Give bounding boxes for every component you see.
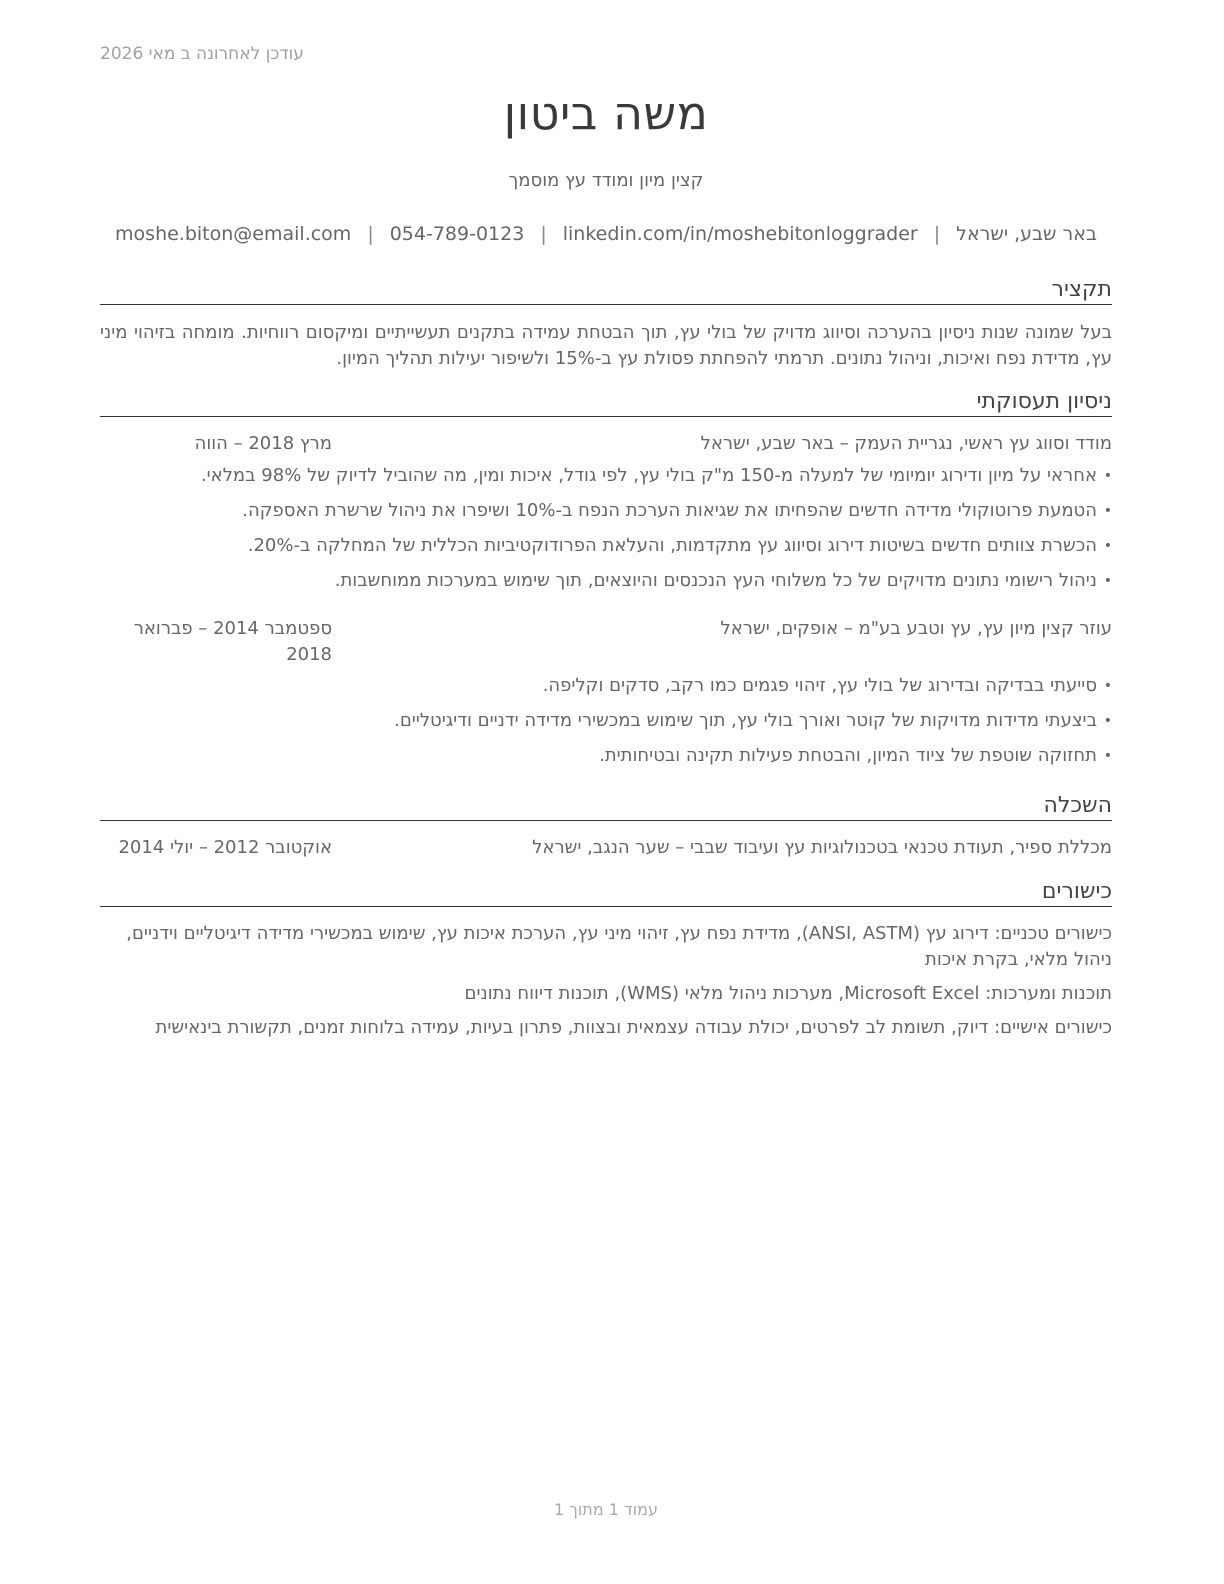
education-dates: אוקטובר 2012 – יולי 2014	[118, 837, 332, 858]
experience-heading: ניסיון תעסוקתי	[100, 388, 1112, 417]
resume-page	[100, 0, 1112, 1584]
list-item: • אחראי על מיון ודירוג יומיומי של למעלה מ-150 מ"ק בולי עץ, לפי גודל, איכות ומין, מה שהוביל לדיוק של 98% במלאי.	[100, 463, 1112, 489]
experience-section	[100, 388, 1112, 778]
job-dates: מרץ 2018 – הווה	[194, 433, 332, 454]
contact-location: באר שבע, ישראל	[956, 223, 1097, 245]
list-item: • ביצעתי מדידות מדויקות של קוטר ואורך בולי עץ, תוך שימוש במכשירי מדידה ידניים ודיגיטליים.	[100, 708, 1112, 734]
job-bullets	[100, 463, 1112, 594]
skills-software: תוכנות ומערכות: Microsoft Excel, מערכות ניהול מלאי (WMS), תוכנות דיווח נתונים	[464, 983, 1112, 1004]
contact-email[interactable]: moshe.biton@email.com	[115, 223, 352, 245]
skills-heading: כישורים	[100, 878, 1112, 907]
page-title: משה ביטון	[503, 86, 709, 140]
contact-separator: |	[367, 223, 374, 245]
skills-list	[100, 921, 1112, 1041]
job-title: מודד וסווג עץ ראשי, נגריית העמק – באר שבע, ישראל	[700, 433, 1112, 454]
education-entry	[100, 835, 1112, 861]
summary-text: בעל שמונה שנות ניסיון בהערכה וסיווג מדויק של בולי עץ, תוך הבטחת עמידה בתקנים תעשייתיים ומיקסום רווחיות. מומחה בזיהוי מיני עץ, מדידת נפח ואיכות, וניהול נתונים. תרמתי להפחתת פסולת עץ ב-15% ולשיפור יעילות תהליך המיון.	[100, 322, 1112, 369]
education-title: מכללת ספיר, תעודת טכנאי בטכנולוגיות עץ ועיבוד שבבי – שער הנגב, ישראל	[532, 837, 1112, 858]
summary-heading: תקציר	[100, 276, 1112, 305]
page-number: עמוד 1 מתוך 1	[554, 1500, 658, 1519]
list-item: • תחזוקה שוטפת של ציוד המיון, והבטחת פעילות תקינה ובטיחותית.	[100, 743, 1112, 769]
job-title: עוזר קצין מיון עץ, עץ וטבע בע"מ – אופקים, ישראל	[720, 618, 1112, 639]
contact-separator: |	[933, 223, 941, 245]
list-item: • ניהול רישומי נתונים מדויקים של כל משלוחי העץ הנכנסים והיוצאים, תוך שימוש במערכות ממוחשבות.	[100, 568, 1112, 594]
education-section	[100, 792, 1112, 861]
job-header	[100, 431, 1112, 457]
skills-personal: כישורים אישיים: דיוק, תשומת לב לפרטים, יכולת עבודה עצמאית ובצוות, פתרון בעיות, עמידה בלוחות זמנים, תקשורת בינאישית	[155, 1017, 1112, 1038]
job-entry	[100, 616, 1112, 769]
summary-section	[100, 276, 1112, 372]
job-dates: ספטמבר 2014 – פברואר 2018	[133, 618, 332, 665]
education-heading: השכלה	[100, 792, 1112, 821]
contact-separator: |	[540, 223, 547, 245]
skills-technical: כישורים טכניים: דירוג עץ (ANSI, ASTM), מדידת נפח עץ, זיהוי מיני עץ, הערכת איכות עץ, שימוש במכשירי מדידה דיגיטליים וידניים, ניהול מלאי, בקרת איכות	[126, 923, 1112, 970]
contact-phone[interactable]: 054-789-0123	[389, 223, 525, 245]
contact-linkedin[interactable]: linkedin.com/in/moshebitonloggrader	[562, 223, 918, 245]
contact-line	[100, 223, 1112, 245]
last-updated: עודכן לאחרונה ב מאי 2026	[100, 44, 304, 64]
skills-section	[100, 878, 1112, 1049]
list-item: • הכשרת צוותים חדשים בשיטות דירוג וסיווג עץ מתקדמות, והעלאת הפרודוקטיביות הכללית של המחלקה ב-20%.	[100, 533, 1112, 559]
list-item: • הטמעת פרוטוקולי מדידה חדשים שהפחיתו את שגיאות הערכת הנפח ב-10% ושיפרו את ניהול שרשרת האספקה.	[100, 498, 1112, 524]
job-entry	[100, 431, 1112, 594]
job-header	[100, 616, 1112, 668]
list-item: • סייעתי בבדיקה ובדירוג של בולי עץ, זיהוי פגמים כמו רקב, סדקים וקליפה.	[100, 673, 1112, 699]
job-subtitle: קצין מיון ומודד עץ מוסמך	[508, 170, 704, 191]
job-bullets	[100, 673, 1112, 769]
